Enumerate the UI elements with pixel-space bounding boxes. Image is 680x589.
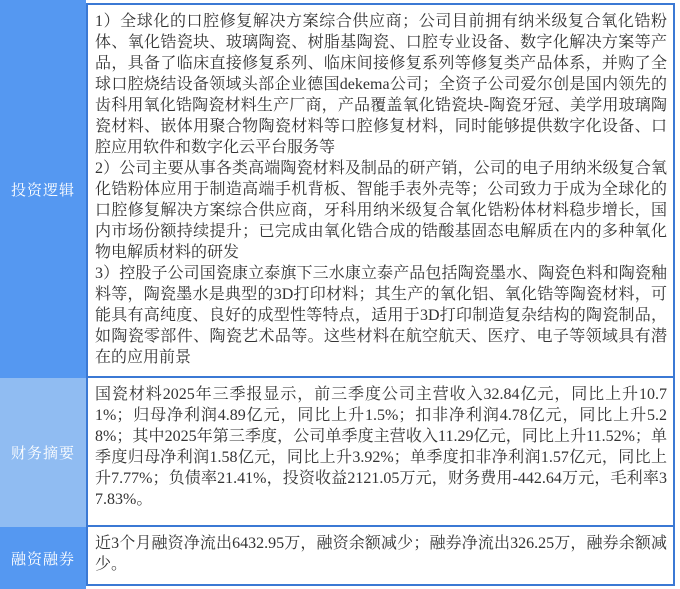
investment-logic-content-cell [86,3,675,378]
table-row-financial-summary [0,378,680,527]
row-label-text: 财务摘要 [10,445,75,462]
financial-summary-content-cell [86,376,675,527]
row-label-text: 投资逻辑 [10,181,75,199]
investment-logic-point-3: 3）控股子公司国瓷康立泰旗下三水康立泰产品包括陶瓷墨水、陶瓷色料和陶瓷釉料等，陶瓷墨水是典型的3D打印材料；其生产的氧化铝、氧化锆等陶瓷材料，可能具有高纯度、良好的成型性等特点，适用于3D打印制造复杂结构的陶瓷制品，如陶瓷零部件、陶瓷艺术品等。这些材料在航空航天、医疗、电子等领域具有潜在的应用前景 [95,265,667,366]
margin-trading-content-cell [86,525,675,586]
margin-trading-text: 近3个月融资净流出6432.95万，融资余额减少；融券净流出326.25万，融券余额减少。 [95,535,667,573]
row-label-margin-trading [0,527,86,589]
financial-summary-text: 国瓷材料2025年三季报显示，前三季度公司主营收入32.84亿元，同比上升10.71%；归母净利润4.89亿元，同比上升1.5%；扣非净利润4.78亿元，同比上升5.28%；其中2025年第三季度，公司单季度主营收入11.29亿元，同比上升11.52%；单季度归母净利润1.58亿元，同比上升3.92%；单季度扣非净利润1.57亿元，同比上升7.77%；负债率21.41%，投资收益2121.05万元，财务费用-442.64万元，毛利率37.83%。 [95,386,667,508]
investment-logic-point-2: 2）公司主要从事各类高端陶瓷材料及制品的研产销，公司的电子用纳米级复合氧化锆粉体应用于制造高端手机背板、智能手表外壳等；公司致力于成为全球化的口腔修复解决方案综合供应商，牙科用纳米级复合氧化锆粉体材料稳步增长，国内市场份额持续提升；已完成由氧化锆合成的锆酸基固态电解质在内的多种氧化物电解质材料的研发 [95,160,667,261]
row-label-text: 融资融券 [10,550,75,568]
row-label-investment-logic [0,0,86,378]
table-row-margin-trading [0,527,680,589]
investment-logic-point-1: 1）全球化的口腔修复解决方案综合供应商；公司目前拥有纳米级复合氧化锆粉体、氧化锆瓷块、玻璃陶瓷、树脂基陶瓷、口腔专业设备、数字化解决方案等产品，具备了临床直接修复系列、临床间接修复系列等修复类产品体系，并购了全球口腔烧结设备领域头部企业德国dekema公司；全资子公司爱尔创是国内领先的齿科用氧化锆陶瓷材料生产厂商，产品覆盖氧化锆瓷块-陶瓷牙冠、美学用玻璃陶瓷材料、嵌体用聚合物陶瓷材料等口腔修复材料，同时能够提供数字化设备、口腔应用软件和数字化云平台服务等 [95,13,667,156]
row-label-financial-summary [0,378,86,527]
